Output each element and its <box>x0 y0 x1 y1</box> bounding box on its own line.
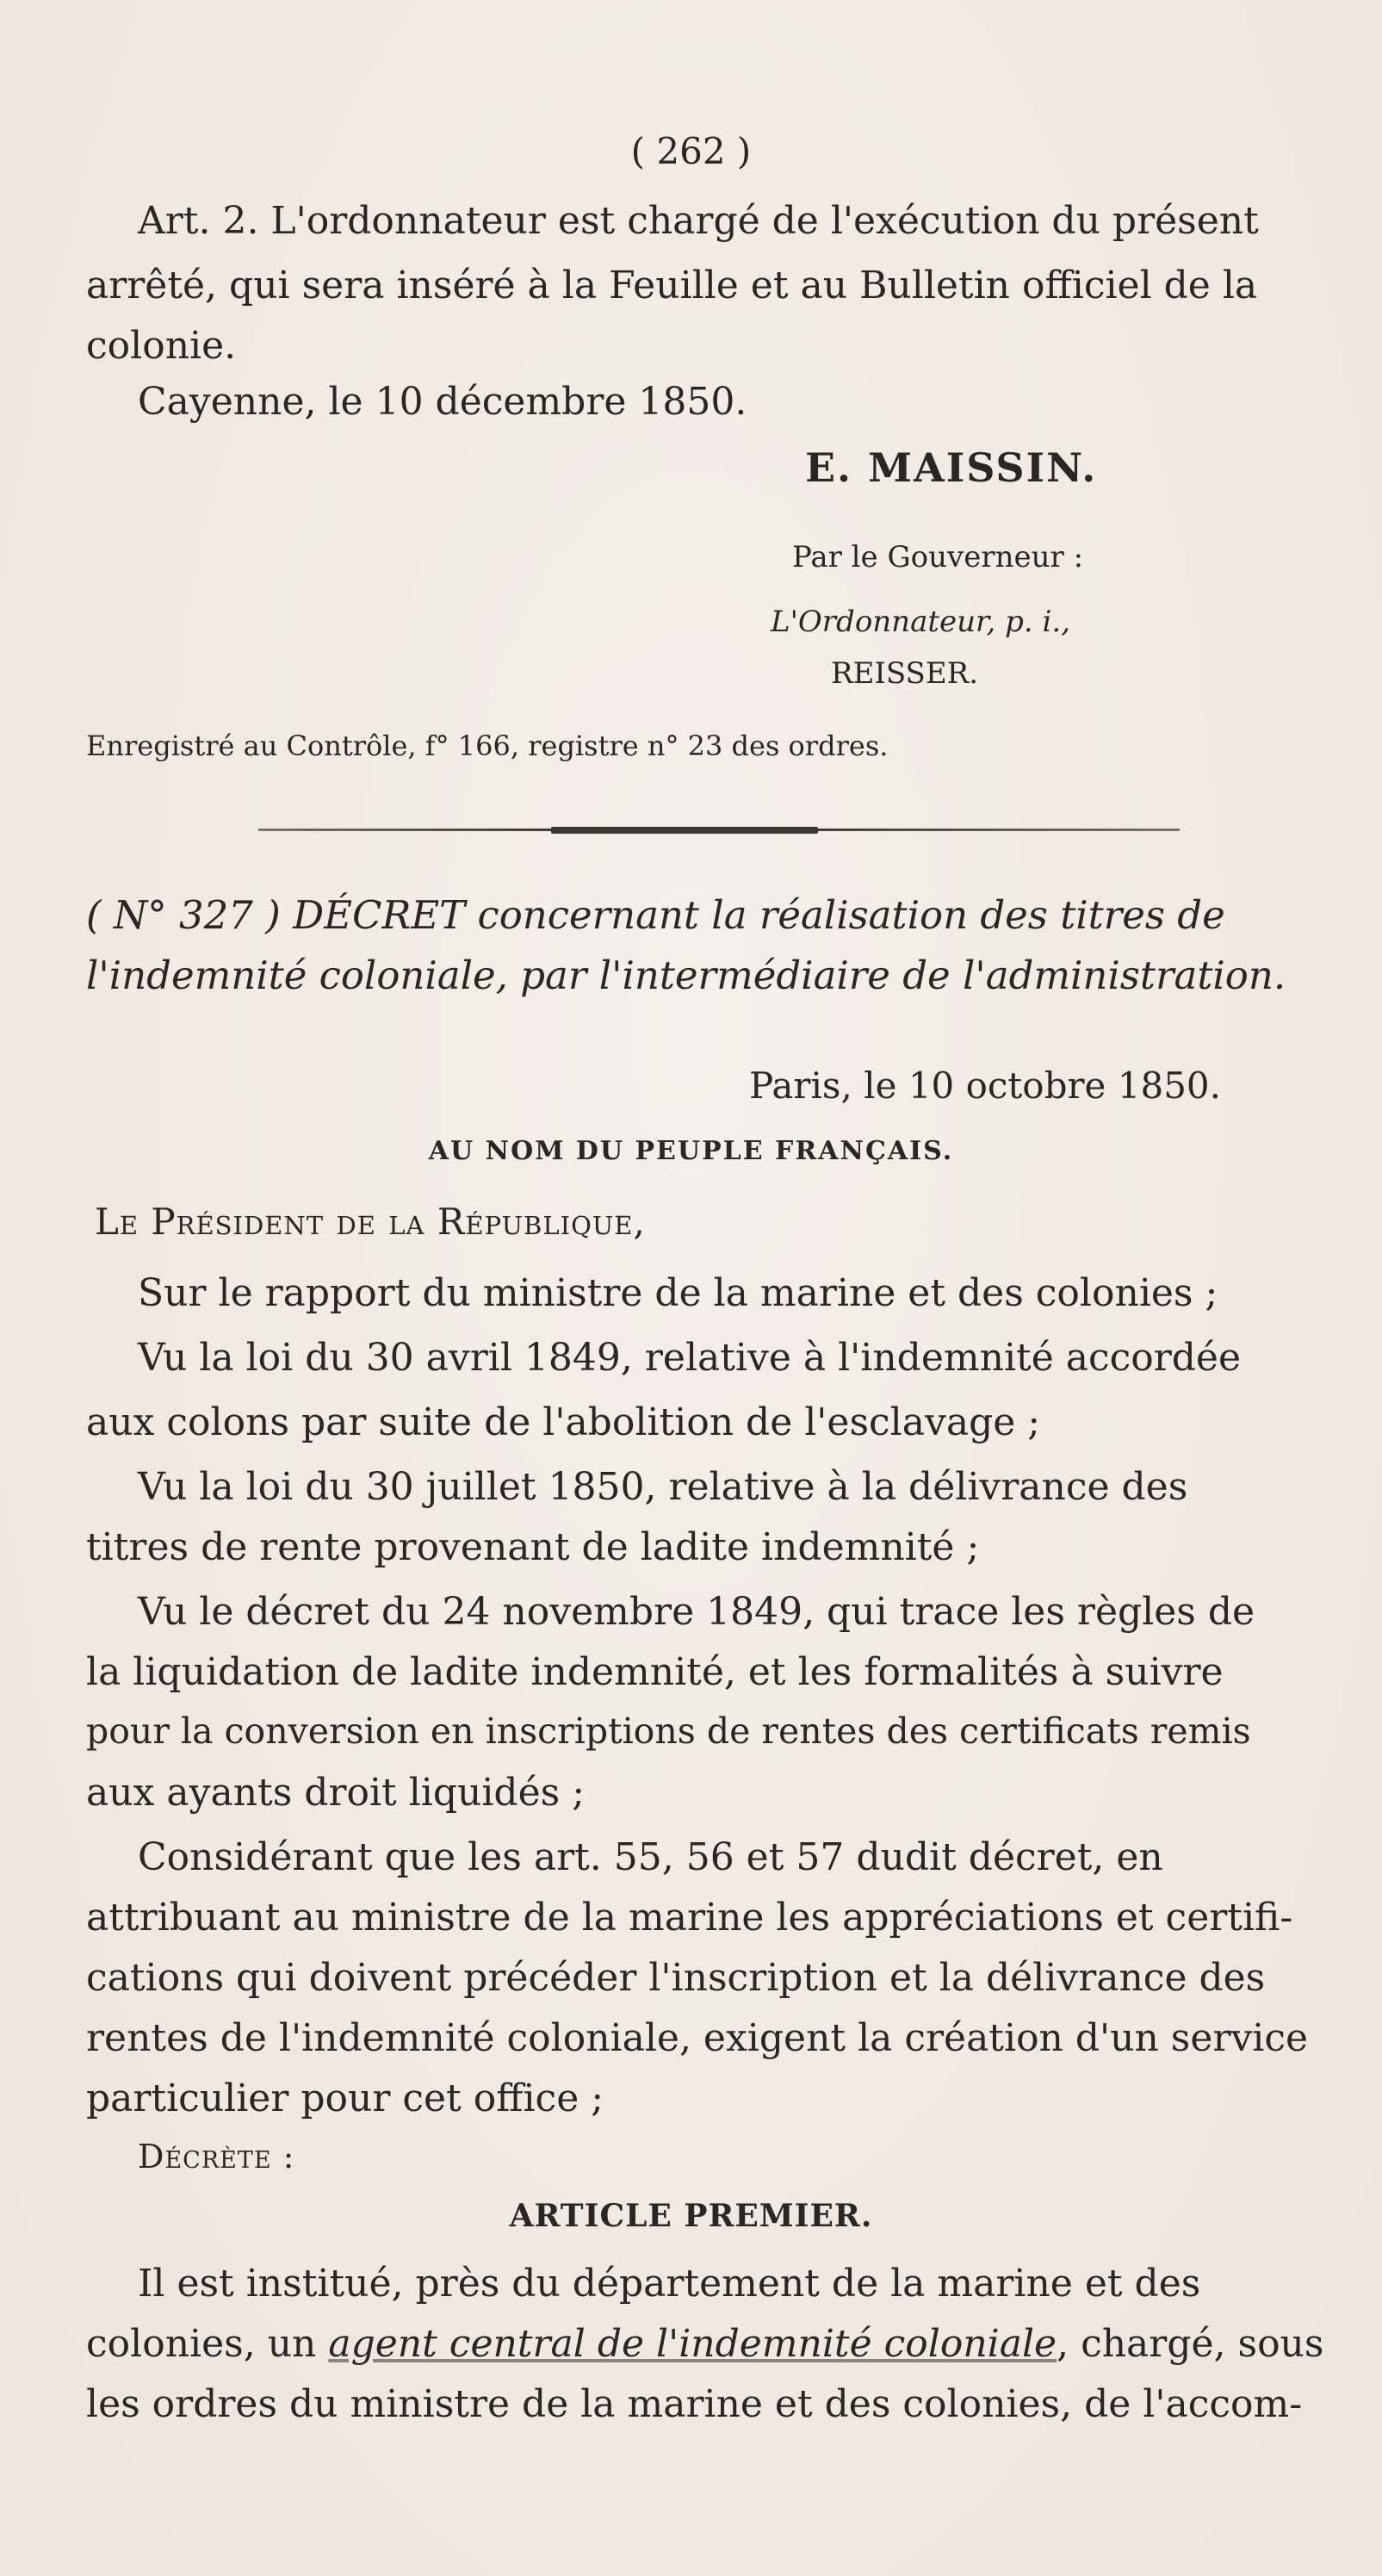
signature-reisser: REISSER. <box>831 656 979 691</box>
paragraph-line-3: aux colons par suite de l'abolition de l'esclavage ; <box>86 1400 1041 1444</box>
final-line-2-end: , chargé, sous <box>1057 2322 1324 2366</box>
paragraph-line-12: cations qui doivent précéder l'inscription et la délivrance des <box>86 1956 1266 2000</box>
art2-line-1: Art. 2. L'ordonnateur est chargé de l'exécution du présent <box>138 199 1259 243</box>
final-line-3: les ordres du ministre de la marine et des colonies, de l'accom- <box>86 2382 1303 2426</box>
final-line-1: Il est institué, près du département de la marine et des <box>138 2262 1201 2306</box>
paragraph-line-4: Vu la loi du 30 juillet 1850, relative à la délivrance des <box>138 1465 1188 1509</box>
paragraph-line-7: la liquidation de ladite indemnité, et les formalités à suivre <box>86 1650 1224 1694</box>
art2-line-2: arrêté, qui sera inséré à la Feuille et au Bulletin officiel de la <box>86 264 1258 307</box>
place-date: Paris, le 10 octobre 1850. <box>749 1065 1221 1107</box>
au-nom-du-peuple: AU NOM DU PEUPLE FRANÇAIS. <box>428 1136 954 1166</box>
paragraph-line-9: aux ayants droit liquidés ; <box>86 1771 586 1815</box>
art2-line-3: colonie. <box>86 324 237 368</box>
paragraph-line-5: titres de rente provenant de ladite indemnité ; <box>86 1525 980 1569</box>
paragraph-line-14: particulier pour cet office ; <box>86 2076 604 2120</box>
page-number: ( 262 ) <box>630 130 752 172</box>
paragraph-line-1: Sur le rapport du ministre de la marine et des colonies ; <box>138 1271 1218 1315</box>
art2-date: Cayenne, le 10 décembre 1850. <box>138 380 747 424</box>
paragraph-line-8: pour la conversion en inscriptions de rentes des certificats remis <box>86 1710 1251 1752</box>
separator-ornament <box>551 827 818 834</box>
paragraph-line-11: attribuant au ministre de la marine les appréciations et certifi- <box>86 1896 1293 1940</box>
paragraph-line-6: Vu le décret du 24 novembre 1849, qui trace les règles de <box>138 1590 1255 1634</box>
final-line-2 <box>0 2322 1382 2366</box>
final-line-2-start: colonies, un <box>86 2322 329 2366</box>
paragraph-line-10: Considérant que les art. 55, 56 et 57 dudit décret, en <box>138 1835 1163 1879</box>
signature-maissin: E. MAISSIN. <box>805 444 1098 491</box>
paragraph-line-13: rentes de l'indemnité coloniale, exigent la création d'un service <box>86 2016 1309 2060</box>
decree-title-line-2: l'indemnité coloniale, par l'intermédiaire de l'administration. <box>86 953 1286 998</box>
agent-central-phrase: agent central de l'indemnité coloniale <box>328 2322 1057 2366</box>
decree-title-line-1: ( N° 327 ) DÉCRET concernant la réalisation des titres de <box>86 892 1225 938</box>
president-heading: Le Président de la République, <box>95 1201 646 1243</box>
enregistre-note: Enregistré au Contrôle, f° 166, registre n° 23 des ordres. <box>86 729 889 762</box>
decrete-heading: Décrète : <box>138 2138 295 2176</box>
paragraph-line-2: Vu la loi du 30 avril 1849, relative à l'indemnité accordée <box>138 1336 1242 1380</box>
article-premier-heading: ARTICLE PREMIER. <box>509 2198 873 2234</box>
par-le-gouverneur: Par le Gouverneur : <box>792 540 1084 574</box>
ordonnateur: L'Ordonnateur, p. i., <box>771 605 1071 639</box>
